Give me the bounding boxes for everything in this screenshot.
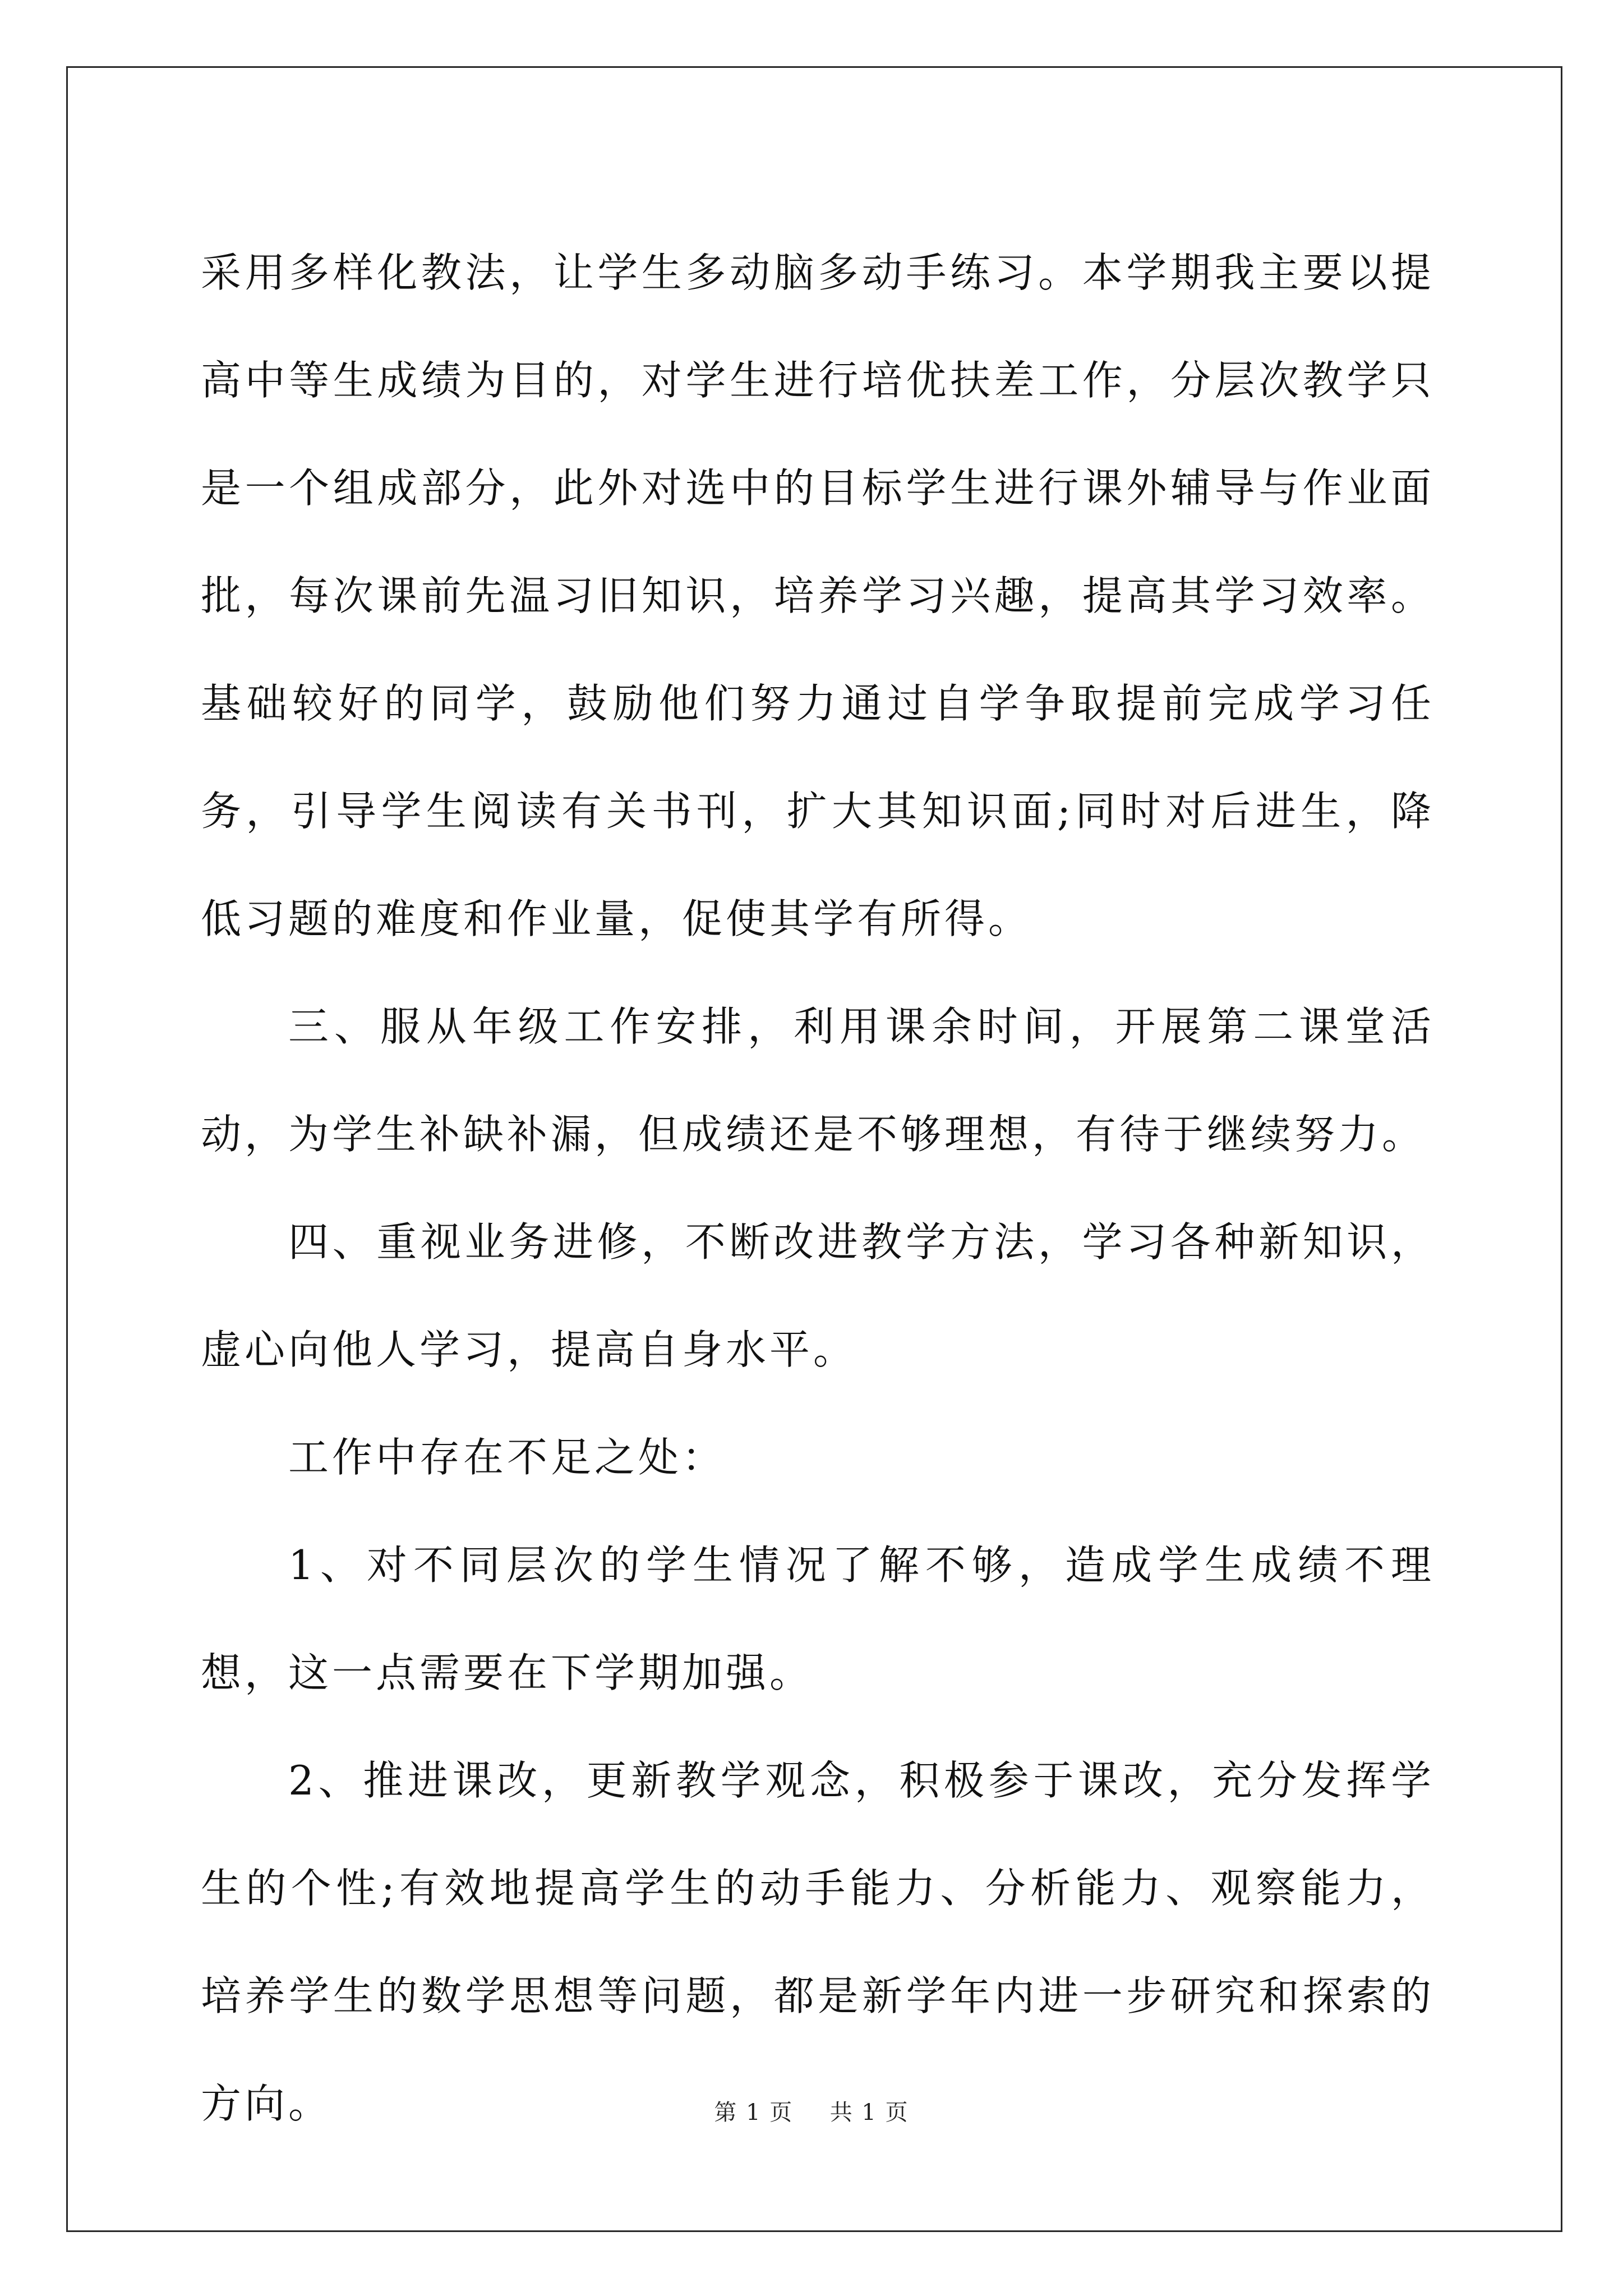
page-total: 共 1 页 — [829, 2100, 909, 2125]
paragraph-shortcomings-heading: 工作中存在不足之处： — [288, 1434, 726, 1481]
paragraph-shortcoming-two: 2、推进课改，更新教学观念，积极参于课改，充分发挥学生的个性;有效地提高学生的动手能力、分析能力、观察能力，培养学生的数学思想等问题，都是新学年内进一步研究和探索的方向。 — [201, 1757, 1435, 2127]
paragraph-continued: 采用多样化教法，让学生多动脑多动手练习。本学期我主要以提高中等生成绩为目的，对学生进行培优扶差工作，分层次教学只是一个组成部分，此外对选中的目标学生进行课外辅导与作业面批，每次课前先温习旧知识，培养学习兴趣，提高其学习效率。基础较好的同学，鼓励他们努力通过自学争取提前完成学习任务，引导学生阅读有关书刊，扩大其知识面;同时对后进生，降低习题的难度和作业量，促使其学有所得。 — [201, 249, 1435, 942]
page-footer — [0, 2097, 1623, 2128]
paragraph-point-three: 三、服从年级工作安排，利用课余时间，开展第二课堂活动，为学生补缺补漏，但成绩还是不够理想，有待于继续努力。 — [201, 1003, 1435, 1158]
paragraph-shortcoming-one: 1、对不同层次的学生情况了解不够，造成学生成绩不理想，这一点需要在下学期加强。 — [201, 1542, 1435, 1696]
paragraph-point-four: 四、重视业务进修，不断改进教学方法，学习各种新知识，虚心向他人学习，提高自身水平。 — [201, 1218, 1435, 1373]
page-number: 第 1 页 — [714, 2100, 794, 2125]
document-body — [201, 219, 1435, 2157]
